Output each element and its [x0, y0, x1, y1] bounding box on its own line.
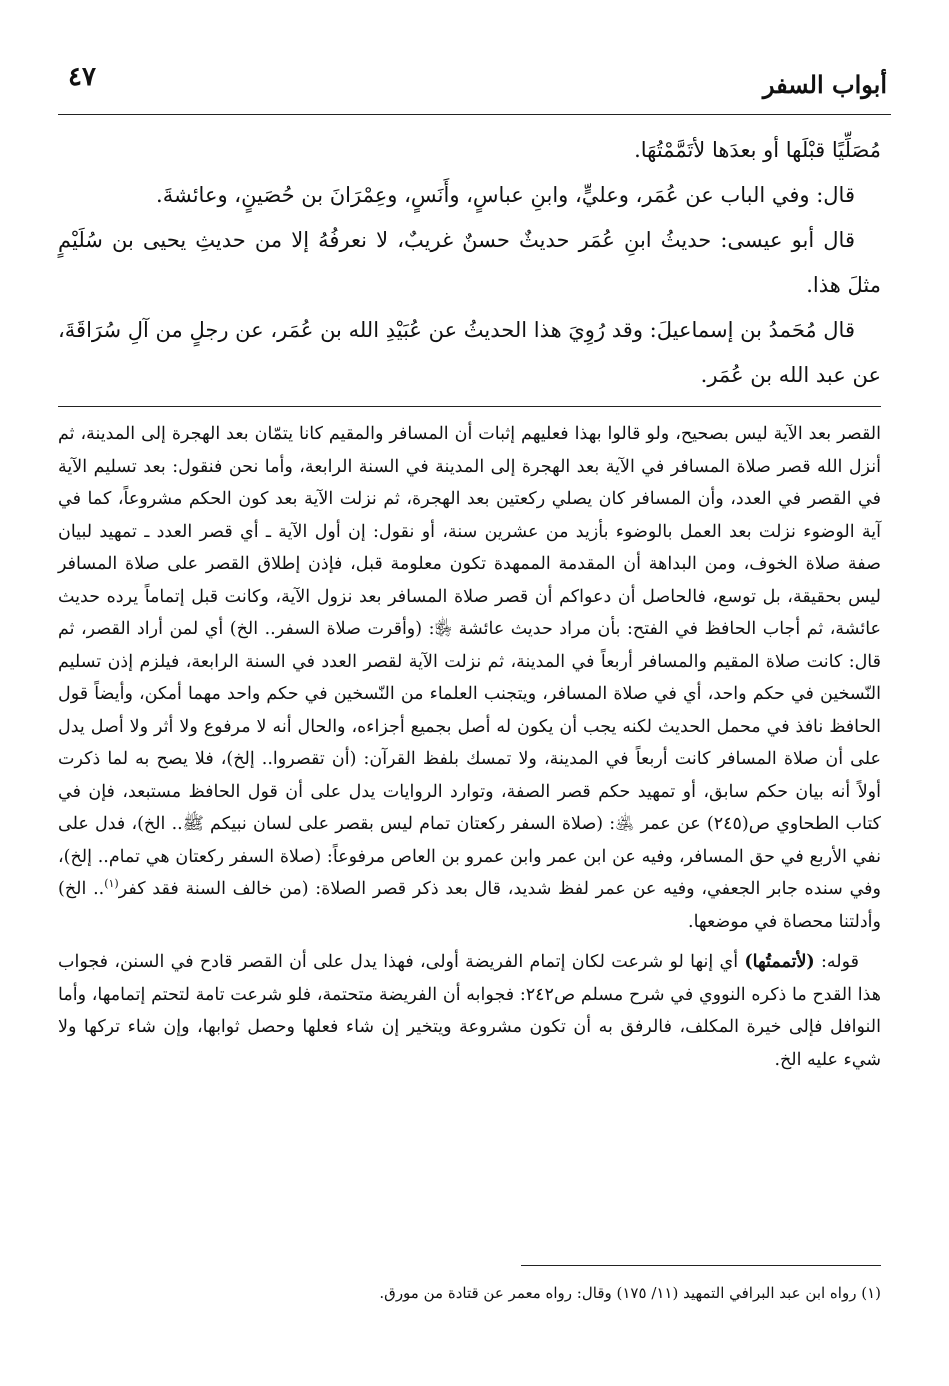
commentary-divider	[58, 406, 881, 407]
running-title: أبواب السفر	[762, 70, 887, 99]
page-number: ٤٧	[68, 62, 96, 92]
header-rule	[58, 114, 891, 115]
footnote: (١) رواه ابن عبد البرافي التمهيد (١١/ ١٧٥) وقال: رواه معمر عن قتادة من مورق.	[379, 1284, 881, 1302]
commentary-paragraph-1-end: .. الخ) وأدلتنا محصاة في موضعها.	[58, 879, 881, 932]
main-paragraph-2: قال: وفي الباب عن عُمَر، وعليٍّ، وابنِ عباسٍ، وأَنَسٍ، وعِمْرَانَ بن حُصَينٍ، وعائشةَ.	[156, 183, 855, 207]
main-text	[58, 128, 881, 398]
commentary-paragraph-1-body: القصر بعد الآية ليس بصحيح، ولو قالوا بهذا فعليهم إثبات أن المسافر والمقيم كانا يتمّان بعد الهجرة إلى المدينة، ثم أنزل الله قصر صلاة المسافر في الآية بعد الهجرة إلى المدينة في السنة الرابعة، وأما نحن فنقول: بعد تسليم الآية في القصر في العدد، وأن المسافر كان يصلي ركعتين بعد الهجرة، ثم نزلت الآية بعد كون الحكم مشروعاً، كما في آية الوضوء نزلت بعد العمل بالوضوء بأزيد من عشرين سنة، أو نقول: إن أول الآية ـ أي قصر العدد ـ تمهيد لبيان صفة صلاة الخوف، ومن البداهة أن المقدمة الممهدة تكون معلومة قبل، فإذن إطلاق القصر على صلاة المسافر ليس بحقيقة، بل توسع، فالحاصل أن دعواكم أن قصر صلاة المسافر بعد نزول الآية، وكانت قبل إتماماً يرده حديث عائشة، ثم أجاب الحافظ في الفتح: بأن مراد حديث عائشة ﵂: (وأقرت صلاة السفر.. الخ) أي لمن أراد القصر، ثم قال: كانت صلاة المقيم والمسافر أربعاً في المدينة، ثم نزلت الآية لقصر العدد في السنة الرابعة، فيلزم إذن تسليم النّسخين في حكم واحد، أي في صلاة المسافر، ويتجنب العلماء من النّسخين في حكم واحد مهما أمكن، وأيضاً قول الحافظ نافذ في محمل الحديث لكنه يجب أن يكون له أصل بجميع أجزاءه، والحال أنه لا مرفوع ولا أثر ولا أصل يدل على أن صلاة المسافر كانت أربعاً في المدينة، ولا تمسك بلفظ القرآن: (أن تقصروا.. إلخ)، فلا يصح به لما ذكرت أولاً أنه بيان حكم سابق، أو تمهيد حكم قصر الصفة، وتوارد الروايات يدل على أن قول الحافظ مستبعد، فإن في كتاب الطحاوي ص(٢٤٥) عن عمر ﵁: (صلاة السفر ركعتان تمام ليس بقصر على لسان نبيكم ﷺ.. الخ)، فدل على نفي الأربع في حق المسافر، وفيه عن ابن عمر وابن عمرو بن العاص مرفوعاً: (صلاة السفر ركعتان هي تمام.. إلخ)، وفي سنده جابر الجعفي، وفيه عن عمر لفظ شديد، قال بعد ذكر قصر الصلاة: (من خالف السنة فقد كفر	[58, 424, 881, 899]
commentary-term-label: قوله:	[814, 952, 859, 972]
footnote-rule	[521, 1265, 881, 1266]
footnote-reference: (١)	[104, 877, 119, 891]
commentary-paragraph-1	[58, 418, 881, 938]
commentary-text	[58, 418, 881, 1076]
commentary-paragraph-2-body: أي إنها لو شرعت لكان إتمام الفريضة أولى، فهذا يدل على أن القصر قادح في السنن، فجواب هذا القدح ما ذكره النووي في شرح مسلم ص٢٤٢: فجوابه أن الفريضة متحتمة، فلو شرعت تامة لتحتم إتمامها، وأما النوافل فإلى خيرة المكلف، فالرفق به أن تكون مشروعة ويتخير إن شاء فعلها وحصل ثوابها، وإن شاء تركها ولا شيء عليه الخ.	[58, 952, 881, 1070]
commentary-paragraph-2	[58, 946, 881, 1076]
page-header	[58, 58, 891, 104]
main-paragraph-3: قال أبو عيسى: حديثُ ابنِ عُمَر حديثٌ حسنٌ غريبٌ، لا نعرفُهُ إلا من حديثِ يحيى بن سُلَيْمٍ مثلَ هذا.	[58, 228, 881, 297]
main-line-1: مُصَلِّيًا قبْلَها أو بعدَها لأتَمَّمْتُهَا.	[634, 138, 881, 162]
commentary-term: (لأتممتُها)	[744, 952, 815, 972]
main-paragraph-4: قال مُحَمدُ بن إسماعيلَ: وقد رُوِيَ هذا الحديثُ عن عُبَيْدِ الله بن عُمَر، عن رجلٍ من آلِ سُرَاقَةَ، عن عبد الله بن عُمَر.	[58, 318, 881, 387]
